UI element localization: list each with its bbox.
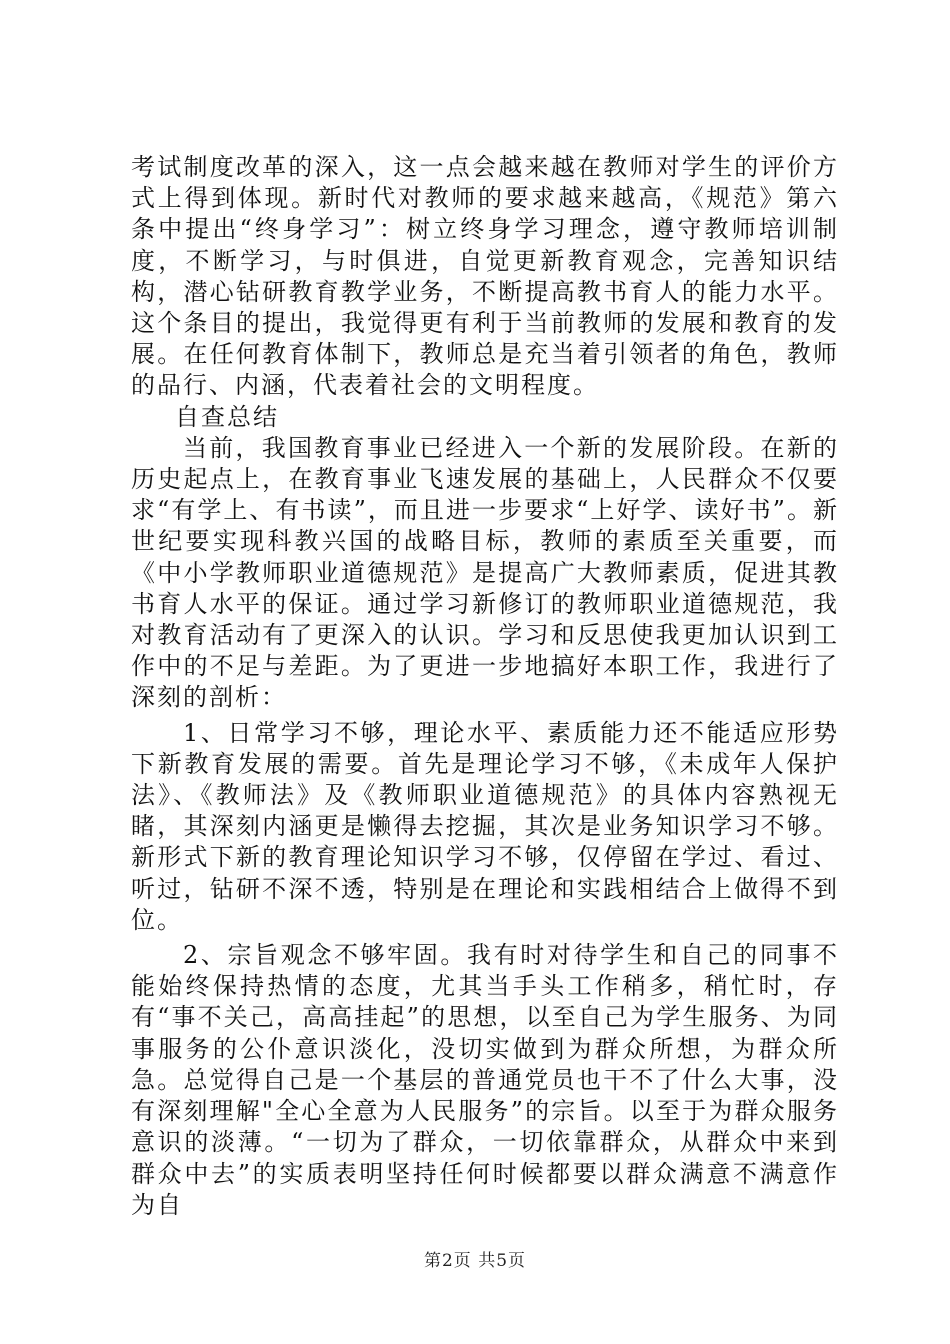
paragraph-intro: 当前，我国教育事业已经进入一个新的发展阶段。在新的历史起点上，在教育事业飞速发展的基础上，人民群众不仅要求“有学上、有书读”，而且进一步要求“上好学、读好书”。新世纪要实现科教兴国的战略目标，教师的素质至关重要，而《中小学教师职业道德规范》是提高广大教师素质，促进其教书育人水平的保证。通过学习新修订的教师职业道德规范，我对教育活动有了更深入的认识。学习和反思使我更加认识到工作中的不足与差距。为了更进一步地搞好本职工作，我进行了深刻的剖析：: [131, 433, 839, 712]
page-number-footer: 第2页 共5页: [423, 1251, 527, 1271]
section-heading: 自查总结: [175, 402, 279, 431]
paragraph-point-2: 2、宗旨观念不够牢固。我有时对待学生和自己的同事不能始终保持热情的态度，尤其当手头工作稍多，稍忙时，存有“事不关己，高高挂起”的思想，以至自己为学生服务、为同事服务的公仆意识淡化，没切实做到为群众所想，为群众所急。总觉得自己是一个基层的普通党员也干不了什么大事，没有深刻理解"全心全意为人民服务”的宗旨。以至于为群众服务意识的淡薄。“一切为了群众，一切依靠群众，从群众中来到群众中去”的实质表明坚持任何时候都要以群众满意不满意作为自: [131, 941, 839, 1219]
document-body: [131, 152, 839, 1221]
paragraph-continuation: 考试制度改革的深入，这一点会越来越在教师对学生的评价方式上得到体现。新时代对教师的要求越来越高，《规范》第六条中提出“终身学习”：树立终身学习理念，遵守教师培训制度，不断学习，与时俱进，自觉更新教育观念，完善知识结构，潜心钻研教育教学业务，不断提高教书育人的能力水平。这个条目的提出，我觉得更有利于当前教师的发展和教育的发展。在任何教育体制下，教师总是充当着引领者的角色，教师的品行、内涵，代表着社会的文明程度。: [131, 153, 839, 400]
paragraph-point-1: 1、日常学习不够，理论水平、素质能力还不能适应形势下新教育发展的需要。首先是理论学习不够，《未成年人保护法》、《教师法》及《教师职业道德规范》的具体内容熟视无睹，其深刻内涵更是懒得去挖掘，其次是业务知识学习不够。新形式下新的教育理论知识学习不够，仅停留在学过、看过、听过，钻研不深不透，特别是在理论和实践相结合上做得不到位。: [131, 718, 839, 934]
